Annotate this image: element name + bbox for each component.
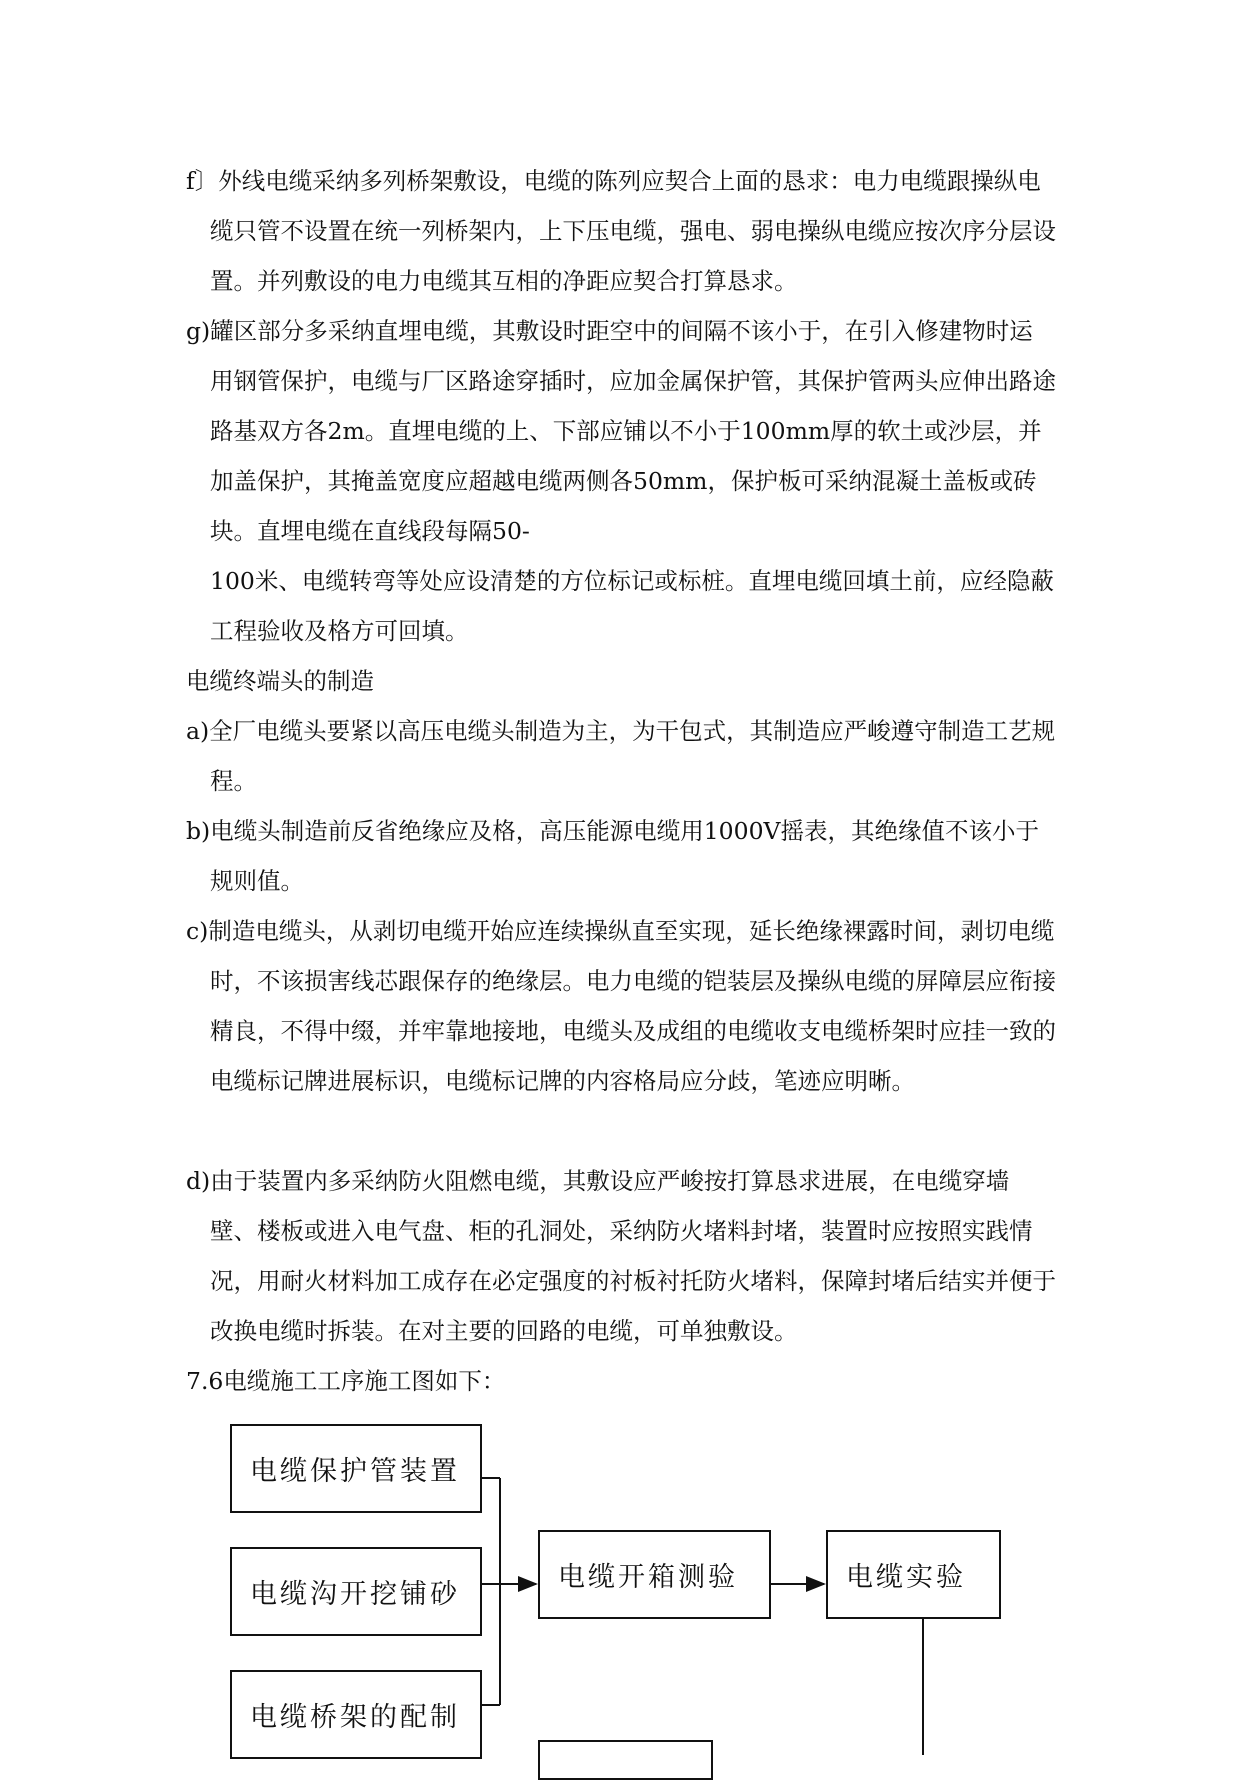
paragraph-d: d)由于装置内多采纳防火阻燃电缆，其敷设应严峻按打算恳求进展，在电缆穿墙壁、楼板或进入电气盘、柜的孔洞处，采纳防火堵料封堵，装置时应按照实践情况，用耐火材料加工成存在必定强度的衬板衬托防火堵料，保障封堵后结实并便于改换电缆时拆装。在对主要的回路的电缆，可单独敷设。 xyxy=(186,1167,1056,1345)
paragraph-g: g)罐区部分多采纳直埋电缆，其敷设时距空中的间隔不该小于，在引入修建物时运用钢管保护，电缆与厂区路途穿插时，应加金属保护管，其保护管两头应伸出路途路基双方各2m。直埋电缆的上、下部应铺以不小于100mm厚的软土或沙层，并加盖保护，其掩盖宽度应超越电缆两侧各50mm，保护板可采纳混凝土盖板或砖块。直埋电缆在直线段每隔50- xyxy=(186,317,1056,545)
paragraph-c: c)制造电缆头，从剥切电缆开始应连续操纵直至实现，延长绝缘裸露时间，剥切电缆时，不该损害线芯跟保存的绝缘层。电力电缆的铠装层及操纵电缆的屏障层应衔接精良，不得中缀，并牢靠地接地，电缆头及成组的电缆收支电缆桥架时应挂一致的电缆标记牌进展标识，电缆标记牌的内容格局应分歧，笔迹应明晰。 xyxy=(186,917,1056,1095)
flow-box-tray-fabrication: 电缆桥架的配制 xyxy=(230,1670,482,1759)
flowchart-caption: 7.6电缆施工工序施工图如下： xyxy=(186,1367,506,1395)
paragraph-a: a)全厂电缆头要紧以高压电缆头制造为主，为干包式，其制造应严峻遵守制造工艺规程。 xyxy=(186,717,1056,795)
flow-box-protective-pipe: 电缆保护管装置 xyxy=(230,1424,482,1513)
paragraph-g-continued: 100米、电缆转弯等处应设清楚的方位标记或标桩。直埋电缆回填土前，应经隐蔽工程验收及格方可回填。 xyxy=(210,567,1054,645)
paragraph-b: b)电缆头制造前反省绝缘应及格，高压能源电缆用1000V摇表，其绝缘值不该小于规则值。 xyxy=(186,817,1039,895)
paragraph-f: f〕外线电缆采纳多列桥架敷设，电缆的陈列应契合上面的恳求：电力电缆跟操纵电缆只管不设置在统一列桥架内，上下压电缆，强电、弱电操纵电缆应按次序分层设置。并列敷设的电力电缆其互相的净距应契合打算恳求。 xyxy=(186,167,1056,295)
flow-box-trench-excavation: 电缆沟开挖铺砂 xyxy=(230,1547,482,1636)
flow-box-cable-test: 电缆实验 xyxy=(826,1530,1001,1619)
section-heading-cable-terminal: 电缆终端头的制造 xyxy=(186,667,374,695)
flow-box-unpack-inspection: 电缆开箱测验 xyxy=(538,1530,771,1619)
